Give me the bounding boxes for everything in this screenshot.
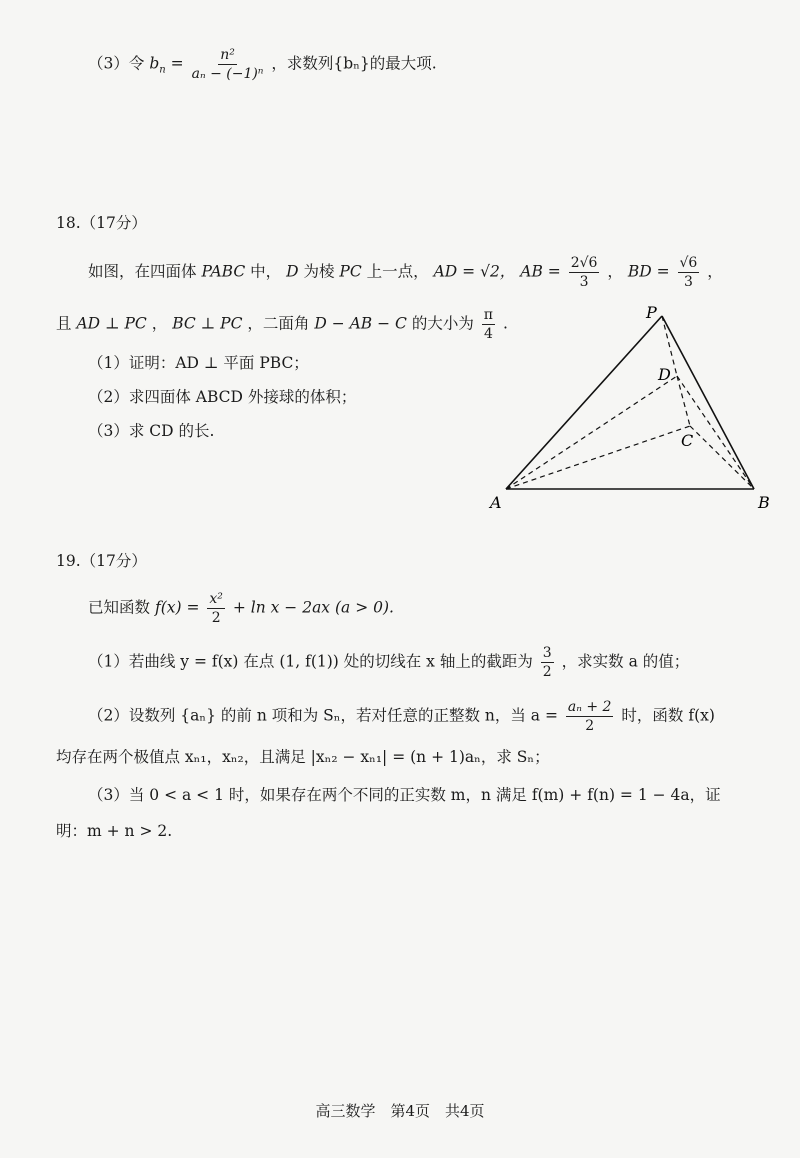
q19-part3-line2: 明：m + n > 2. bbox=[56, 822, 173, 840]
numerator: n² bbox=[220, 47, 235, 63]
text: ， bbox=[607, 262, 623, 281]
text: 为棱 bbox=[303, 262, 335, 281]
numerator: √6 bbox=[679, 255, 698, 271]
label-d: D bbox=[658, 365, 671, 384]
q18-part3: （3）求 CD 的长. bbox=[88, 422, 215, 440]
text: ， bbox=[151, 314, 168, 333]
var: D bbox=[286, 262, 299, 281]
fraction bbox=[566, 700, 614, 733]
numerator: π bbox=[483, 307, 493, 323]
q19-part2 bbox=[88, 700, 715, 733]
eq: + ln x − 2ax (a > 0). bbox=[232, 598, 394, 617]
sub: n bbox=[159, 64, 166, 76]
text: 如图，在四面体 bbox=[88, 262, 197, 281]
text: （2）设数列 {aₙ} 的前 n 项和为 Sₙ，若对任意的正整数 n，当 a = bbox=[88, 706, 558, 725]
numerator: aₙ + 2 bbox=[567, 699, 612, 715]
text: 上一点， bbox=[366, 262, 429, 281]
q19-part3-line1: （3）当 0 < a < 1 时，如果存在两个不同的正实数 m，n 满足 f(m) + f(n) = 1 − 4a，证 bbox=[88, 786, 721, 804]
tetrahedron-figure bbox=[480, 296, 780, 516]
text: ，求实数 a 的值； bbox=[561, 652, 690, 671]
text: ，求数列{bₙ}的最大项. bbox=[271, 54, 437, 73]
label-p: P bbox=[646, 303, 657, 322]
text: ， bbox=[707, 262, 723, 281]
numerator: 3 bbox=[542, 645, 552, 661]
eq: BD = bbox=[627, 262, 670, 281]
label-b: B bbox=[758, 493, 770, 512]
text: 且 bbox=[56, 314, 72, 333]
edge-pa bbox=[506, 316, 662, 489]
q18-conditions bbox=[56, 308, 508, 341]
fraction bbox=[541, 646, 554, 679]
text: 令 bbox=[128, 54, 145, 73]
edge-cb bbox=[690, 426, 754, 489]
edge-pb bbox=[662, 316, 754, 489]
text: 已知函数 bbox=[88, 598, 151, 617]
var: PABC bbox=[201, 262, 246, 281]
var: PC bbox=[339, 262, 362, 281]
q18-part1: （1）证明：AD ⊥ 平面 PBC； bbox=[88, 354, 309, 372]
label-a: A bbox=[490, 493, 502, 512]
fraction bbox=[192, 48, 264, 81]
numerator: x² bbox=[209, 591, 223, 607]
text: 时，函数 f(x) bbox=[621, 706, 715, 725]
denominator: aₙ − (−1)ⁿ bbox=[191, 66, 264, 82]
eq: AD ⊥ PC bbox=[76, 314, 147, 333]
fraction bbox=[569, 256, 600, 289]
q19-intro bbox=[88, 592, 394, 625]
q18-part2: （2）求四面体 ABCD 外接球的体积； bbox=[88, 388, 357, 406]
fraction bbox=[207, 592, 225, 625]
denominator: 3 bbox=[579, 274, 589, 290]
text: 中， bbox=[250, 262, 282, 281]
eq: D − AB − C bbox=[314, 314, 407, 333]
q19-part2-line2: 均存在两个极值点 xₙ₁，xₙ₂，且满足 |xₙ₂ − xₙ₁| = (n + 1)aₙ，求 Sₙ； bbox=[56, 748, 550, 766]
page-footer: 高三数学 第4页 共4页 bbox=[315, 1102, 485, 1120]
eq: AB = bbox=[520, 262, 561, 281]
q17-part3 bbox=[88, 48, 437, 82]
denominator: 2 bbox=[585, 718, 595, 734]
fraction bbox=[678, 256, 700, 289]
q19-header: 19.（17分） bbox=[56, 552, 147, 570]
denominator: 3 bbox=[683, 274, 693, 290]
text: . bbox=[502, 314, 508, 333]
eq: AD = √2， bbox=[433, 262, 516, 281]
edge-dc bbox=[677, 376, 690, 426]
denominator: 2 bbox=[542, 664, 552, 680]
q18-intro bbox=[88, 256, 723, 289]
var: b bbox=[149, 54, 160, 73]
q18-header: 18.（17分） bbox=[56, 214, 147, 232]
text: ，二面角 bbox=[247, 314, 310, 333]
text: 的大小为 bbox=[411, 314, 474, 333]
denominator: 4 bbox=[483, 326, 493, 342]
q19-part1 bbox=[88, 646, 689, 679]
part-label: （3） bbox=[88, 54, 129, 73]
eq: BC ⊥ PC bbox=[172, 314, 243, 333]
eq: f(x) = bbox=[154, 598, 200, 617]
denominator: 2 bbox=[211, 610, 221, 626]
label-c: C bbox=[681, 431, 694, 450]
text: （1）若曲线 y = f(x) 在点 (1, f(1)) 处的切线在 x 轴上的截距为 bbox=[88, 652, 533, 671]
eq: = bbox=[170, 54, 184, 73]
edge-ad bbox=[506, 376, 677, 489]
numerator: 2√6 bbox=[570, 255, 598, 271]
